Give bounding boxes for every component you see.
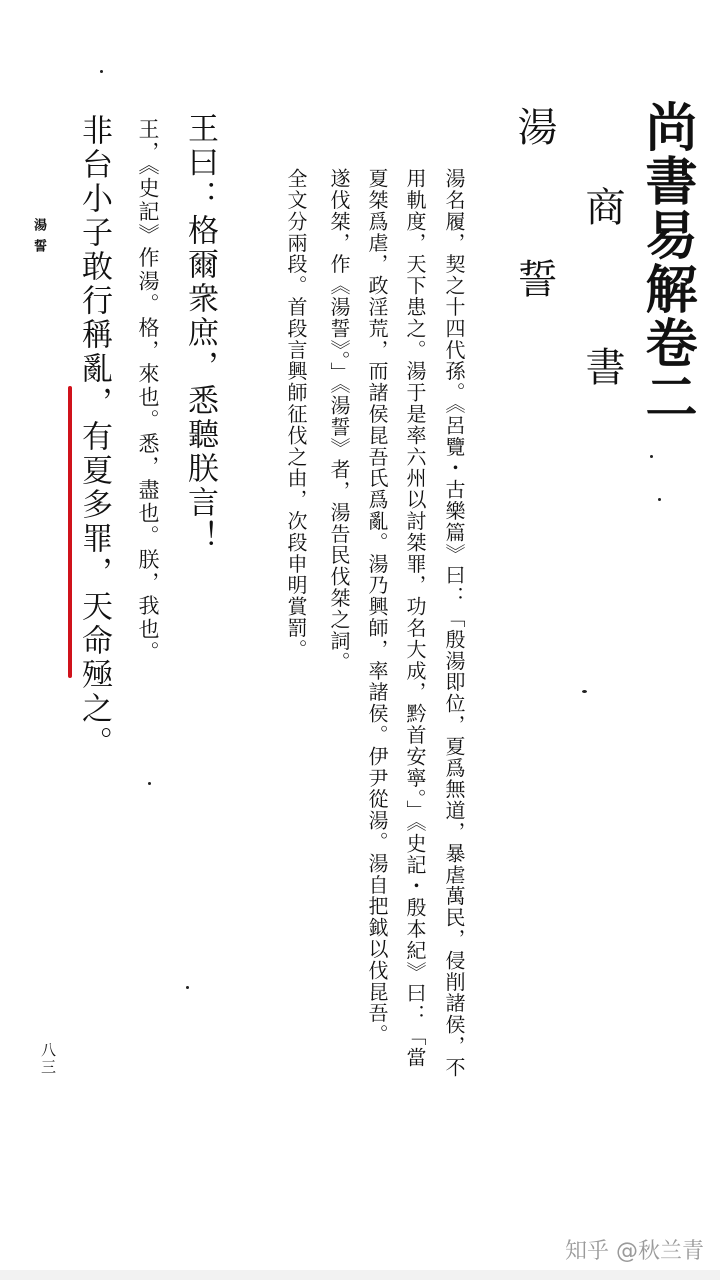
intro-column: 湯名履，契之十四代孫。《呂覽・古樂篇》曰：「殷湯即位，夏爲無道，暴虐萬民，侵削諸侯，不 [442, 168, 466, 1079]
page-number: 八三 [39, 1042, 57, 1076]
intro-column: 遂伐桀，作《湯誓》。」《湯誓》者，湯告民伐桀之詞。 [327, 168, 351, 673]
scan-speck [658, 498, 661, 501]
scan-speck [148, 782, 151, 785]
scan-speck [650, 455, 653, 458]
section-title: 商 書 [579, 186, 625, 426]
chapter-title: 湯 誓 [511, 106, 557, 334]
scan-speck [100, 70, 103, 73]
intro-column: 夏桀爲虐，政淫荒，而諸侯昆吾氏爲亂。湯乃興師，率諸侯。伊尹從湯。湯自把鉞以伐昆吾。 [365, 168, 389, 1046]
intro-column: 全文分兩段。首段言興師征伐之由，次段申明賞罰。 [284, 168, 308, 661]
book-title: 尚書易解卷二 [636, 100, 697, 424]
main-text-line: 非台小子敢行稱亂，有夏多罪，天命殛之。 [76, 114, 112, 760]
highlight-underline [68, 386, 72, 678]
intro-column: 用軌度，天下患之。湯于是率六州以討桀罪，功名大成，黔首安寧。」《史記・殷本紀》曰：「當 [403, 168, 427, 1069]
main-text-line: 王曰：格爾衆庶，悉聽朕言！ [182, 112, 218, 554]
running-head: 湯誓 [31, 218, 46, 260]
watermark: 知乎 @秋兰青 [565, 1239, 704, 1264]
scan-speck [582, 690, 587, 693]
annotation-note: 王，《史記》作湯。格，來也。悉，盡也。朕，我也。 [136, 118, 160, 665]
bottom-edge [0, 1270, 720, 1280]
scan-speck [186, 986, 189, 989]
